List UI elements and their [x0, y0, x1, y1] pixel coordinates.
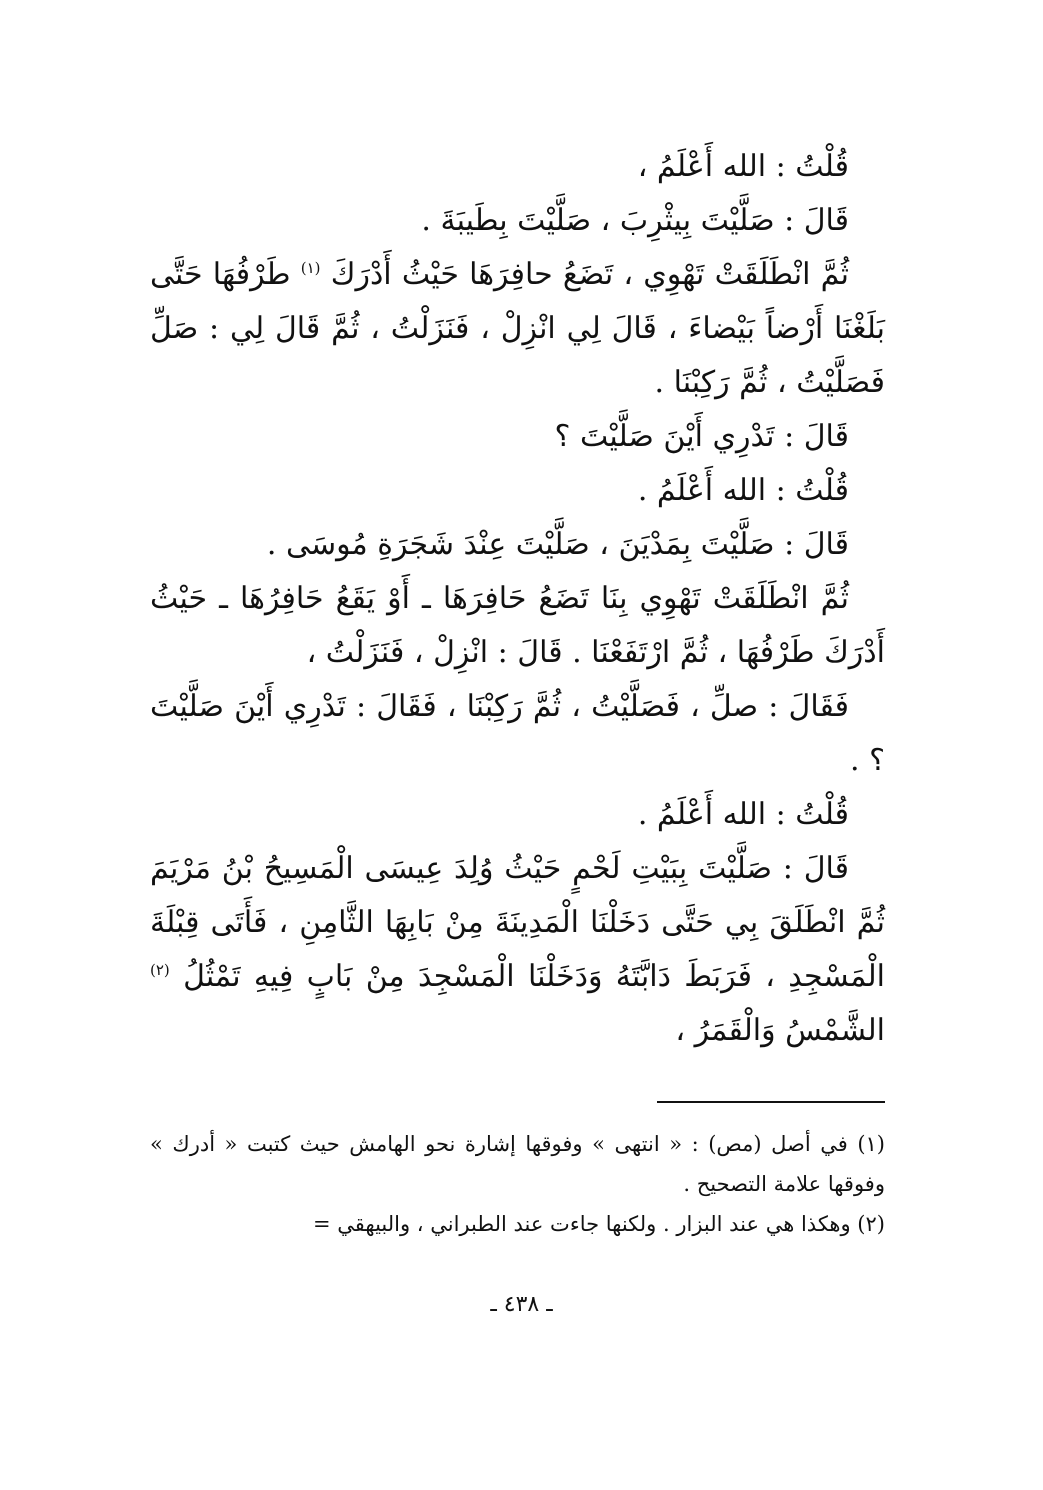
paragraph-10-text-b: الشَّمْسُ وَالْقَمَرُ ،: [675, 1013, 885, 1048]
footnote-2: (٢) وهكذا هي عند البزار . ولكنها جاءت عند الطبراني ، والبيهقي =: [313, 1212, 885, 1236]
paragraph-2: قَالَ : صَلَّيْتَ بِيثْرِبَ ، صَلَّيْتَ بِطَيبَةَ .: [421, 203, 849, 238]
paragraph-5: قُلْتُ : الله أَعْلَمُ .: [637, 473, 849, 508]
paragraph-3: [150, 248, 885, 410]
footnote-1: (١) في أصل (مص) : « انتهى » وفوقها إشارة نحو الهامش حيث كتبت « أدرك » وفوقها علامة التصحيح .: [150, 1132, 885, 1196]
paragraph-8: فَقَالَ : صلِّ ، فَصَلَّيْتُ ، ثُمَّ رَكِبْنَا ، فَقَالَ : تَدْرِي أَيْنَ صَلَّيْتَ ؟ .: [150, 689, 885, 778]
page-number: ـ ٤٣٨ ـ: [490, 1292, 553, 1317]
footnote-ref-2: (٢): [150, 961, 170, 979]
footnote-separator: [657, 1101, 885, 1103]
paragraph-3-text-a: ثُمَّ انْطَلَقَتْ تَهْوِي ، تَضَعُ حافِرَهَا حَيْثُ أَدْرَكَ: [330, 257, 849, 292]
main-text: [150, 140, 885, 1058]
paragraph-10-text-a: قَالَ : صَلَّيْتَ بِبَيْتِ لَحْمٍ حَيْثُ وُلِدَ عِيسَى الْمَسِيحُ بْنُ مَرْيَمَ ثُمَّ انْطَلَقَ بِي حَتَّى دَخَلْنَا الْمَدِينَةَ مِنْ بَابِهَا الثَّامِنِ ، فَأَتَى قِبْلَةَ الْمَسْجِدِ ، فَرَبَطَ دَابَّتَهُ وَدَخَلْنَا الْمَسْجِدَ مِنْ بَابٍ فِيهِ تَمْثُلُ: [150, 851, 885, 994]
paragraph-6: قَالَ : صَلَّيْتَ بِمَدْيَنَ ، صَلَّيْتَ عِنْدَ شَجَرَةِ مُوسَى .: [266, 527, 849, 562]
paragraph-9: قُلْتُ : الله أَعْلَمُ .: [637, 797, 849, 832]
footnote-ref-1: (١): [300, 259, 321, 277]
paragraph-1: قُلْتُ : الله أَعْلَمُ ،: [637, 149, 849, 184]
paragraph-10: [150, 842, 885, 1058]
footnotes: [150, 1124, 885, 1244]
paragraph-7: ثُمَّ انْطَلَقَتْ تَهْوِي بِنَا تَضَعُ حَافِرَهَا ـ أَوْ يَقَعُ حَافِرُهَا ـ حَيْثُ أَدْرَكَ طَرْفُهَا ، ثُمَّ ارْتَفَعْنَا . قَالَ : انْزِلْ ، فَنَزَلْتُ ،: [150, 581, 885, 670]
paragraph-3-text-b: طَرْفُهَا حَتَّى بَلَغْنَا أَرْضاً بَيْضاءَ ، قَالَ لِي انْزِلْ ، فَنَزَلْتُ ، ثُمَّ قَالَ لِي : صَلِّ فَصَلَّيْتُ ، ثُمَّ رَكِبْنَا .: [150, 257, 885, 400]
paragraph-4: قَالَ : تَدْرِي أَيْنَ صَلَّيْتَ ؟: [554, 419, 849, 454]
